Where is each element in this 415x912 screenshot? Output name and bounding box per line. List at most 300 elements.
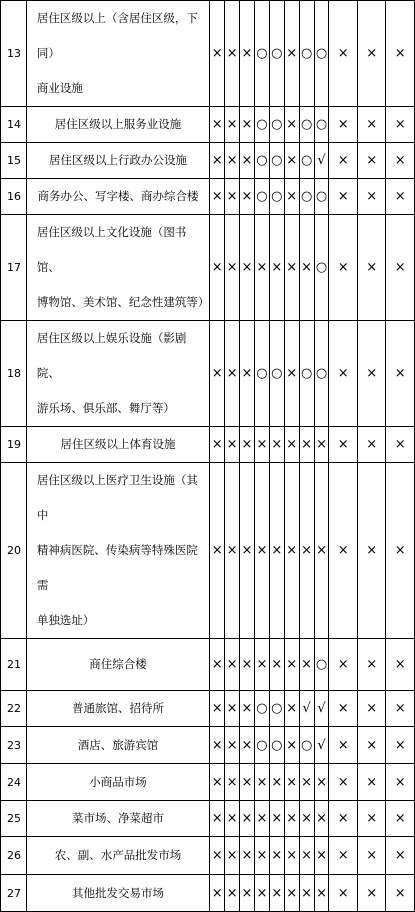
compatibility-mark: × bbox=[337, 543, 349, 558]
compatibility-mark: × bbox=[226, 701, 238, 716]
table-row bbox=[1, 463, 415, 639]
compatibility-cell bbox=[284, 801, 299, 837]
compatibility-cell bbox=[314, 321, 329, 427]
compatibility-cell bbox=[210, 801, 225, 837]
compatibility-cell bbox=[254, 427, 269, 463]
compatibility-cell bbox=[299, 727, 314, 764]
compatibility-cell bbox=[329, 801, 357, 837]
compatibility-cell bbox=[357, 107, 385, 143]
compatibility-mark: × bbox=[366, 153, 378, 168]
table-row bbox=[1, 215, 415, 321]
compatibility-mark: ○ bbox=[271, 366, 283, 381]
compatibility-mark: × bbox=[366, 189, 378, 204]
compatibility-mark: × bbox=[241, 811, 253, 826]
compatibility-cell bbox=[299, 321, 314, 427]
compatibility-mark: × bbox=[301, 657, 313, 672]
compatibility-mark: × bbox=[394, 701, 406, 716]
row-number: 14 bbox=[1, 107, 27, 143]
compatibility-cell bbox=[225, 321, 240, 427]
compatibility-mark: × bbox=[316, 885, 327, 901]
compatibility-cell bbox=[225, 691, 240, 727]
land-use-name bbox=[26, 801, 209, 837]
compatibility-mark: ○ bbox=[315, 260, 328, 275]
compatibility-cell bbox=[210, 427, 225, 463]
compatibility-cell bbox=[284, 179, 299, 215]
compatibility-cell bbox=[254, 764, 269, 801]
compatibility-cell bbox=[386, 463, 415, 639]
compatibility-cell bbox=[357, 764, 385, 801]
compatibility-mark: × bbox=[256, 811, 268, 826]
compatibility-cell bbox=[357, 463, 385, 639]
compatibility-mark: × bbox=[211, 153, 223, 168]
compatibility-cell bbox=[240, 179, 255, 215]
compatibility-mark: × bbox=[394, 885, 406, 901]
compatibility-cell bbox=[357, 875, 385, 912]
land-use-name-line: 博物馆、美术馆、纪念性建筑等） bbox=[36, 295, 210, 309]
compatibility-mark: × bbox=[366, 657, 378, 672]
compatibility-cell bbox=[386, 727, 415, 764]
compatibility-mark: ○ bbox=[256, 701, 268, 716]
compatibility-mark: × bbox=[226, 774, 238, 790]
land-use-name-line: 商务办公、写字楼、商办综合楼 bbox=[37, 189, 199, 203]
compatibility-cell bbox=[284, 691, 299, 727]
compatibility-cell bbox=[254, 143, 269, 179]
compatibility-cell bbox=[254, 107, 269, 143]
compatibility-cell bbox=[386, 875, 415, 912]
compatibility-mark: × bbox=[241, 189, 253, 204]
row-number: 25 bbox=[1, 801, 27, 837]
compatibility-mark: × bbox=[241, 366, 253, 381]
compatibility-cell bbox=[254, 875, 269, 912]
land-use-name bbox=[26, 463, 209, 639]
compatibility-cell bbox=[269, 639, 284, 691]
compatibility-cell bbox=[269, 727, 284, 764]
compatibility-mark: × bbox=[211, 437, 223, 452]
compatibility-cell bbox=[269, 179, 284, 215]
compatibility-mark: × bbox=[241, 117, 253, 132]
compatibility-mark: × bbox=[366, 811, 378, 826]
compatibility-cell bbox=[357, 427, 385, 463]
compatibility-cell bbox=[314, 837, 329, 875]
compatibility-cell bbox=[284, 727, 299, 764]
compatibility-mark: √ bbox=[317, 153, 326, 168]
compatibility-mark: × bbox=[394, 437, 406, 452]
compatibility-mark: × bbox=[271, 848, 283, 863]
compatibility-cell bbox=[329, 1, 357, 107]
compatibility-mark: × bbox=[256, 543, 268, 558]
compatibility-mark: × bbox=[271, 657, 283, 672]
compatibility-mark: × bbox=[241, 46, 253, 61]
compatibility-mark: × bbox=[256, 437, 268, 452]
compatibility-mark: × bbox=[226, 848, 238, 863]
compatibility-cell bbox=[357, 143, 385, 179]
compatibility-mark: × bbox=[337, 437, 349, 452]
compatibility-mark: × bbox=[286, 366, 298, 381]
land-use-name-line: 小商品市场 bbox=[89, 774, 147, 789]
compatibility-mark: × bbox=[394, 117, 406, 132]
compatibility-cell bbox=[357, 837, 385, 875]
compatibility-mark: ○ bbox=[315, 189, 328, 204]
compatibility-mark: × bbox=[394, 366, 406, 381]
compatibility-cell bbox=[299, 143, 314, 179]
compatibility-cell bbox=[314, 764, 329, 801]
compatibility-cell bbox=[329, 427, 357, 463]
compatibility-mark: × bbox=[226, 189, 238, 204]
compatibility-mark: ○ bbox=[271, 701, 283, 716]
compatibility-cell bbox=[269, 321, 284, 427]
compatibility-mark: × bbox=[211, 848, 223, 863]
compatibility-cell bbox=[284, 639, 299, 691]
compatibility-cell bbox=[386, 837, 415, 875]
compatibility-cell bbox=[386, 215, 415, 321]
compatibility-cell bbox=[225, 179, 240, 215]
compatibility-mark: ○ bbox=[300, 189, 313, 204]
land-use-name bbox=[26, 727, 209, 764]
compatibility-mark: ○ bbox=[300, 117, 313, 132]
compatibility-mark: × bbox=[286, 811, 298, 826]
compatibility-cell bbox=[284, 875, 299, 912]
compatibility-cell bbox=[225, 727, 240, 764]
land-use-name bbox=[26, 1, 209, 107]
compatibility-mark: × bbox=[286, 737, 298, 753]
compatibility-cell bbox=[210, 463, 225, 639]
compatibility-mark: × bbox=[337, 117, 349, 132]
land-use-name-line: 居住区级以上服务业设施 bbox=[54, 117, 182, 131]
table-row bbox=[1, 639, 415, 691]
compatibility-cell bbox=[254, 727, 269, 764]
table-row bbox=[1, 691, 415, 727]
compatibility-cell bbox=[314, 801, 329, 837]
compatibility-cell bbox=[329, 691, 357, 727]
compatibility-cell bbox=[314, 727, 329, 764]
compatibility-mark: × bbox=[286, 657, 298, 672]
compatibility-cell bbox=[269, 837, 284, 875]
compatibility-cell bbox=[386, 1, 415, 107]
compatibility-mark: × bbox=[337, 46, 349, 61]
compatibility-mark: ○ bbox=[300, 46, 313, 61]
compatibility-mark: × bbox=[286, 848, 298, 863]
land-use-name-line: 酒店、旅游宾馆 bbox=[77, 737, 159, 752]
compatibility-mark: × bbox=[366, 437, 378, 452]
row-number: 23 bbox=[1, 727, 27, 764]
compatibility-cell bbox=[269, 463, 284, 639]
compatibility-mark: × bbox=[286, 543, 298, 558]
compatibility-mark: × bbox=[241, 848, 253, 863]
compatibility-mark: × bbox=[211, 189, 223, 204]
compatibility-mark: × bbox=[226, 366, 238, 381]
compatibility-mark: × bbox=[271, 811, 283, 826]
compatibility-cell bbox=[329, 875, 357, 912]
land-use-name-line: 单独选址） bbox=[36, 613, 95, 627]
compatibility-mark: × bbox=[366, 260, 378, 275]
compatibility-mark: ○ bbox=[271, 189, 283, 204]
compatibility-cell bbox=[269, 801, 284, 837]
compatibility-mark: × bbox=[316, 811, 327, 826]
compatibility-cell bbox=[357, 691, 385, 727]
compatibility-cell bbox=[240, 691, 255, 727]
compatibility-mark: × bbox=[271, 885, 283, 901]
compatibility-cell bbox=[386, 639, 415, 691]
compatibility-mark: × bbox=[226, 543, 238, 558]
compatibility-cell bbox=[284, 837, 299, 875]
compatibility-mark: ○ bbox=[315, 657, 328, 672]
compatibility-cell bbox=[329, 143, 357, 179]
land-use-name-line: 商业设施 bbox=[36, 81, 83, 95]
compatibility-cell bbox=[210, 727, 225, 764]
row-number: 27 bbox=[1, 875, 27, 912]
compatibility-cell bbox=[386, 179, 415, 215]
compatibility-cell bbox=[357, 215, 385, 321]
compatibility-mark: × bbox=[226, 46, 238, 61]
compatibility-mark: × bbox=[211, 774, 223, 790]
compatibility-mark: × bbox=[211, 366, 223, 381]
compatibility-mark: × bbox=[366, 117, 378, 132]
compatibility-mark: × bbox=[241, 153, 253, 168]
compatibility-cell bbox=[254, 1, 269, 107]
compatibility-cell bbox=[210, 143, 225, 179]
compatibility-mark: × bbox=[366, 46, 378, 61]
compatibility-mark: × bbox=[256, 885, 268, 901]
compatibility-mark: ○ bbox=[271, 46, 283, 61]
compatibility-mark: √ bbox=[317, 701, 326, 716]
compatibility-cell bbox=[386, 107, 415, 143]
compatibility-cell bbox=[386, 764, 415, 801]
compatibility-cell bbox=[269, 143, 284, 179]
table-row bbox=[1, 875, 415, 912]
compatibility-cell bbox=[269, 107, 284, 143]
compatibility-mark: × bbox=[394, 737, 406, 753]
table-row bbox=[1, 764, 415, 801]
compatibility-cell bbox=[240, 727, 255, 764]
compatibility-cell bbox=[210, 107, 225, 143]
table-row bbox=[1, 179, 415, 215]
compatibility-cell bbox=[314, 143, 329, 179]
compatibility-cell bbox=[240, 1, 255, 107]
compatibility-cell bbox=[269, 215, 284, 321]
land-use-name-line: 居住区级以上娱乐设施（影剧院、 bbox=[36, 331, 187, 380]
compatibility-mark: × bbox=[301, 848, 313, 863]
compatibility-mark: ○ bbox=[300, 153, 313, 168]
compatibility-mark: × bbox=[316, 848, 327, 863]
compatibility-cell bbox=[386, 801, 415, 837]
compatibility-cell bbox=[329, 321, 357, 427]
table-row bbox=[1, 321, 415, 427]
compatibility-cell bbox=[314, 1, 329, 107]
compatibility-cell bbox=[225, 463, 240, 639]
compatibility-mark: × bbox=[211, 737, 223, 753]
compatibility-mark: × bbox=[211, 543, 223, 558]
compatibility-mark: × bbox=[394, 657, 406, 672]
compatibility-mark: ○ bbox=[256, 153, 268, 168]
table-row bbox=[1, 107, 415, 143]
compatibility-cell bbox=[269, 691, 284, 727]
compatibility-cell bbox=[314, 107, 329, 143]
land-use-name bbox=[26, 764, 209, 801]
compatibility-cell bbox=[357, 727, 385, 764]
row-number: 18 bbox=[1, 321, 27, 427]
compatibility-mark: × bbox=[337, 885, 349, 901]
compatibility-cell bbox=[210, 639, 225, 691]
compatibility-cell bbox=[225, 801, 240, 837]
compatibility-cell bbox=[210, 321, 225, 427]
table-row bbox=[1, 427, 415, 463]
compatibility-cell bbox=[284, 321, 299, 427]
compatibility-cell bbox=[284, 764, 299, 801]
compatibility-cell bbox=[210, 875, 225, 912]
compatibility-mark: × bbox=[286, 885, 298, 901]
compatibility-mark: × bbox=[286, 153, 298, 168]
compatibility-mark: ○ bbox=[315, 117, 328, 132]
compatibility-mark: × bbox=[286, 437, 298, 452]
compatibility-cell bbox=[210, 215, 225, 321]
compatibility-mark: × bbox=[301, 774, 313, 790]
compatibility-mark: × bbox=[366, 366, 378, 381]
compatibility-cell bbox=[254, 837, 269, 875]
compatibility-mark: × bbox=[337, 657, 349, 672]
compatibility-cell bbox=[269, 875, 284, 912]
compatibility-mark: × bbox=[211, 811, 223, 826]
compatibility-mark: ○ bbox=[256, 117, 268, 132]
compatibility-cell bbox=[284, 143, 299, 179]
compatibility-mark: × bbox=[301, 885, 313, 901]
compatibility-cell bbox=[329, 837, 357, 875]
land-use-name-line: 精神病医院、传染病等特殊医院需 bbox=[36, 543, 198, 592]
compatibility-cell bbox=[240, 639, 255, 691]
compatibility-cell bbox=[314, 215, 329, 321]
compatibility-mark: × bbox=[256, 260, 268, 275]
table-body bbox=[1, 1, 415, 912]
compatibility-mark: × bbox=[226, 153, 238, 168]
compatibility-mark: × bbox=[211, 657, 223, 672]
row-number: 16 bbox=[1, 179, 27, 215]
compatibility-cell bbox=[284, 427, 299, 463]
compatibility-mark: × bbox=[301, 811, 313, 826]
compatibility-cell bbox=[254, 463, 269, 639]
compatibility-cell bbox=[225, 143, 240, 179]
compatibility-mark: × bbox=[301, 260, 313, 275]
land-use-name bbox=[26, 691, 209, 727]
compatibility-mark: × bbox=[241, 437, 253, 452]
compatibility-mark: × bbox=[394, 774, 406, 790]
compatibility-cell bbox=[284, 463, 299, 639]
compatibility-mark: × bbox=[286, 260, 298, 275]
compatibility-cell bbox=[240, 427, 255, 463]
compatibility-mark: × bbox=[394, 543, 406, 558]
compatibility-mark: × bbox=[394, 189, 406, 204]
compatibility-cell bbox=[299, 837, 314, 875]
compatibility-cell bbox=[210, 691, 225, 727]
compatibility-cell bbox=[240, 107, 255, 143]
compatibility-mark: × bbox=[337, 189, 349, 204]
compatibility-cell bbox=[210, 1, 225, 107]
compatibility-cell bbox=[299, 801, 314, 837]
compatibility-cell bbox=[240, 463, 255, 639]
compatibility-mark: × bbox=[286, 117, 298, 132]
compatibility-cell bbox=[329, 727, 357, 764]
land-use-name bbox=[26, 179, 209, 215]
compatibility-mark: × bbox=[226, 811, 238, 826]
row-number: 13 bbox=[1, 1, 27, 107]
compatibility-cell bbox=[254, 321, 269, 427]
compatibility-cell bbox=[225, 875, 240, 912]
compatibility-mark: × bbox=[337, 774, 349, 790]
compatibility-mark: ○ bbox=[256, 46, 268, 61]
compatibility-mark: × bbox=[337, 260, 349, 275]
compatibility-cell bbox=[254, 179, 269, 215]
land-use-name-line: 居住区级以上（含居住区级，下同） bbox=[36, 11, 198, 60]
compatibility-cell bbox=[225, 215, 240, 321]
compatibility-mark: × bbox=[316, 543, 327, 558]
compatibility-mark: × bbox=[241, 657, 253, 672]
compatibility-mark: × bbox=[226, 737, 238, 753]
land-use-name-line: 商住综合楼 bbox=[89, 657, 147, 671]
compatibility-mark: × bbox=[241, 885, 253, 901]
compatibility-mark: × bbox=[211, 46, 223, 61]
compatibility-cell bbox=[225, 107, 240, 143]
compatibility-cell bbox=[240, 837, 255, 875]
compatibility-mark: × bbox=[366, 701, 378, 716]
compatibility-cell bbox=[357, 321, 385, 427]
compatibility-cell bbox=[240, 764, 255, 801]
compatibility-cell bbox=[299, 179, 314, 215]
compatibility-mark: × bbox=[241, 260, 253, 275]
compatibility-mark: × bbox=[366, 774, 378, 790]
land-use-name-line: 其他批发交易市场 bbox=[72, 885, 165, 900]
land-use-name-line: 普通旅馆、招待所 bbox=[72, 701, 165, 715]
compatibility-mark: ○ bbox=[315, 46, 328, 61]
land-use-name bbox=[26, 107, 209, 143]
compatibility-cell bbox=[314, 463, 329, 639]
compatibility-mark: × bbox=[226, 117, 238, 132]
compatibility-mark: × bbox=[394, 46, 406, 61]
compatibility-cell bbox=[329, 764, 357, 801]
compatibility-cell bbox=[386, 691, 415, 727]
compatibility-cell bbox=[329, 179, 357, 215]
compatibility-mark: × bbox=[256, 848, 268, 863]
compatibility-cell bbox=[254, 801, 269, 837]
compatibility-cell bbox=[284, 1, 299, 107]
compatibility-cell bbox=[357, 801, 385, 837]
row-number: 19 bbox=[1, 427, 27, 463]
table-row bbox=[1, 801, 415, 837]
compatibility-mark: × bbox=[256, 657, 268, 672]
compatibility-cell bbox=[210, 764, 225, 801]
compatibility-cell bbox=[329, 215, 357, 321]
compatibility-mark: × bbox=[211, 885, 223, 901]
compatibility-cell bbox=[329, 639, 357, 691]
compatibility-cell bbox=[240, 801, 255, 837]
row-number: 17 bbox=[1, 215, 27, 321]
compatibility-mark: ○ bbox=[271, 737, 283, 753]
row-number: 20 bbox=[1, 463, 27, 639]
compatibility-cell bbox=[225, 837, 240, 875]
land-use-name-line: 居住区级以上体育设施 bbox=[60, 437, 176, 451]
compatibility-mark: × bbox=[271, 774, 283, 790]
row-number: 26 bbox=[1, 837, 27, 875]
compatibility-cell bbox=[225, 639, 240, 691]
compatibility-mark: × bbox=[271, 543, 283, 558]
compatibility-cell bbox=[299, 639, 314, 691]
compatibility-mark: ○ bbox=[315, 366, 328, 381]
table-row bbox=[1, 727, 415, 764]
compatibility-cell bbox=[254, 639, 269, 691]
compatibility-mark: × bbox=[226, 657, 238, 672]
compatibility-cell bbox=[299, 764, 314, 801]
compatibility-mark: ○ bbox=[256, 737, 268, 753]
row-number: 22 bbox=[1, 691, 27, 727]
compatibility-cell bbox=[225, 427, 240, 463]
compatibility-mark: × bbox=[271, 260, 283, 275]
